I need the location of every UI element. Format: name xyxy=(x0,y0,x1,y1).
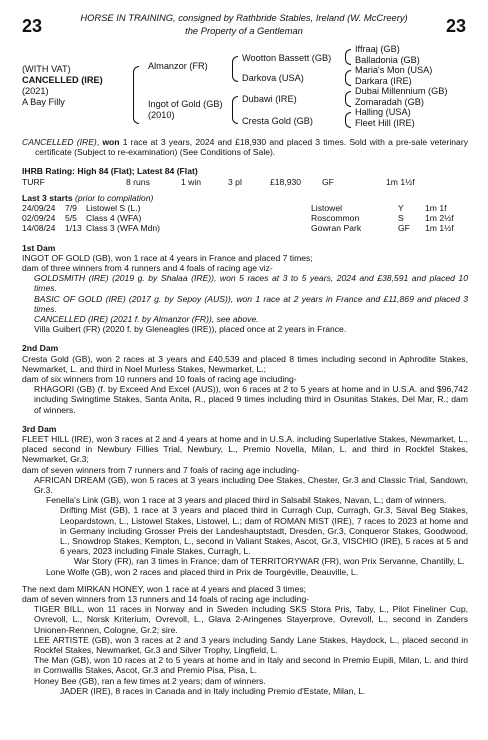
horse-name: CANCELLED (IRE) xyxy=(22,75,103,85)
run-date: 02/09/24 xyxy=(22,213,56,224)
grandsire-1: Wootton Bassett (GB) xyxy=(242,53,332,63)
ihrb-going: GF xyxy=(322,176,334,187)
last3-row xyxy=(22,223,468,233)
run-race: Listowel S (L.) xyxy=(86,203,141,213)
next-dam-progeny: TIGER BILL, won 11 races in Norway and in Sweden including SKS Stora Pris, Taby, L., Pilot Fineliner Cup, Ovrevoll, L., Norsk Kriterium, Ovrevoll, L., Glava 2-Aringenes Stayerprove, Ovrevoll, L., second in Zanders Unionen-Rennen, Cologne, Gr.2; sire. xyxy=(34,604,468,635)
next-dam-line2: dam of seven winners from 13 runners and 14 foals of racing age including- xyxy=(22,594,310,605)
last3-title xyxy=(22,193,468,203)
horse-year: (2021) xyxy=(22,86,49,96)
dam1-title: 1st Dam xyxy=(22,242,56,253)
ggg-7: Halling (USA) xyxy=(355,107,411,117)
dam2-line1: Cresta Gold (GB), won 2 races at 3 years and £40,539 and placed 8 times including second in Aphrodite Stakes, Newmarket, L. and third in Noel Murless Stakes, Newmarket, L.; xyxy=(22,353,468,374)
run-course: Roscommon xyxy=(311,213,360,224)
last3-row xyxy=(22,203,468,213)
pedigree-brace xyxy=(345,112,351,128)
pedigree-brace xyxy=(345,70,351,86)
ggg-2: Balladonia (GB) xyxy=(355,55,420,65)
dam3-progeny: Drifting Mist (GB), 1 race at 3 years and placed third in Curragh Cup, Curragh, Gr.3, Saval Beg Stakes, Leopardstown, L., Listowel Stakes, Listowel, L.; dam of ROMAN MIST (IRE), 7 races to 2023 at home and in Germany including Grosser Preis der Landeshauptstadt, Dresden, Gr.3, Conqueror Stakes, Goodwood, L., Snowdrop Stakes, Kempton, L., second in Valiant Stakes, Ascot, Gr.3, VISCHIO (IRE), 5 races at 5 and 6 years, 2023 including Finale Stakes, Curragh, L. xyxy=(60,505,468,557)
consignor-line: HORSE IN TRAINING, consigned by Rathbride Stables, Ireland (W. McCreery) xyxy=(80,12,408,23)
last3-note: (prior to compilation) xyxy=(75,192,154,203)
next-dam-progeny: JADER (IRE), 8 races in Canada and in Italy including Premio d'Estate, Milan, L. xyxy=(60,685,366,696)
next-dam-progeny: Honey Bee (GB), ran a few times at 2 years; dam of winners. xyxy=(34,675,266,686)
lot-number-left: 23 xyxy=(22,16,43,36)
run-position: 1/13 xyxy=(65,223,82,234)
ggg-3: Maria's Mon (USA) xyxy=(355,65,433,75)
dam3-progeny: AFRICAN DREAM (GB), won 5 races at 3 years including Dee Stakes, Chester, Gr.3 and Classic Trial, Sandown, Gr.3. xyxy=(34,474,468,496)
run-distance: 1m 1½f xyxy=(425,223,454,234)
run-date: 14/08/24 xyxy=(22,223,56,234)
grandsire-2: Dubawi (IRE) xyxy=(242,94,297,104)
dam1-progeny-3: CANCELLED (IRE) (2021 f. by Almanzor (FR)), see above. xyxy=(34,313,259,324)
pedigree-brace xyxy=(232,56,238,82)
dam1-line2: dam of three winners from 4 runners and 4 foals of racing age viz- xyxy=(22,262,273,273)
granddam-1: Darkova (USA) xyxy=(242,73,304,83)
dam-year: (2010) xyxy=(148,110,175,120)
dam3-line2: dam of seven winners from 7 runners and 7 foals of racing age including- xyxy=(22,464,300,475)
dam3-progeny: Fenella's Link (GB), won 1 race at 3 years and placed third in Salsabil Stakes, Navan, L.; dam of winners. xyxy=(46,495,447,506)
dam1-progeny: Villa Guibert (FR) (2020 f. by Gleneagles (IRE)), placed once at 2 years in France. xyxy=(34,324,347,335)
property-line: the Property of a Gentleman xyxy=(185,25,303,36)
dam2-line2: dam of six winners from 10 runners and 10 foals of racing age including- xyxy=(22,374,297,384)
horse-name-italic: CANCELLED (IRE) xyxy=(22,137,97,147)
run-going: GF xyxy=(398,223,410,234)
pedigree-brace xyxy=(133,66,139,124)
dam2-title: 2nd Dam xyxy=(22,343,59,354)
ggg-6: Zomaradah (GB) xyxy=(355,97,424,107)
dam1-progeny xyxy=(22,314,468,324)
won-word: won xyxy=(102,137,120,147)
horse-description: A Bay Filly xyxy=(22,97,65,107)
intro-paragraph: CANCELLED (IRE), won 1 race at 3 years, 2024 and £18,930 and placed 3 times. Sold with a pre-sale veterinary certificate (Subject to re-examination) (See Conditions of Sale). xyxy=(22,137,468,158)
next-dam-progeny: The Man (GB), won 10 races at 2 to 5 years at home and in Italy and second in Premio Eupili, Milan, L. and third in Cornwallis Stakes, Ascot, Gr.3 and Premio Pisa, Pisa, L. xyxy=(34,655,468,676)
run-distance: 1m 2½f xyxy=(425,213,454,224)
dam1-progeny xyxy=(22,294,468,314)
ihrb-runs: 8 runs xyxy=(126,176,150,187)
last3-title-text: Last 3 starts xyxy=(22,192,73,203)
run-race: Class 3 (WFA Mdn) xyxy=(86,223,161,234)
ggg-5: Dubai Millennium (GB) xyxy=(355,86,448,96)
vat-label: (WITH VAT) xyxy=(22,64,71,74)
next-dam-progeny: LEE ARTISTE (GB), won 3 races at 2 and 3 years including Sandy Lane Stakes, Haydock, L., placed second in Rockfel Stakes, Newmarket, Gr.3 and Silver Trophy, Lingfield, L. xyxy=(34,634,468,656)
run-position: 5/5 xyxy=(65,213,77,224)
dam1-progeny-1: GOLDSMITH (IRE) (2019 g. by Shalaa (IRE)), won 5 races at 3 to 5 years, 2024 and £38,591 and placed 10 times. xyxy=(34,273,468,294)
dam3-title: 3rd Dam xyxy=(22,423,57,434)
next-dam-line1: The next dam MIRKAN HONEY, won 1 race at 4 years and placed 3 times; xyxy=(22,583,307,594)
granddam-2: Cresta Gold (GB) xyxy=(242,116,313,126)
run-date: 24/09/24 xyxy=(22,203,56,213)
pedigree-brace xyxy=(345,91,351,107)
ihrb-wins: 1 win xyxy=(181,176,202,187)
dam2-progeny: RHAGORI (GB) (f. by Exceed And Excel (AUS)), won 6 races at 2 to 5 years at home and in U.S.A. and $96,742 including Swingtime Stakes, Santa Anita, R., placed 9 times including third in Osunitas Stakes, Del Mar, R.; dam of winners. xyxy=(34,384,468,415)
dam: Ingot of Gold (GB) xyxy=(148,99,223,109)
dam1-line1: INGOT OF GOLD (GB), won 1 race at 4 years in France and placed 7 times; xyxy=(22,252,313,263)
pedigree-brace xyxy=(232,96,238,124)
ihrb-row xyxy=(22,177,468,187)
pedigree-brace xyxy=(345,49,351,65)
ggg-1: Iffraaj (GB) xyxy=(355,44,400,54)
ggg-8: Fleet Hill (IRE) xyxy=(355,118,415,128)
ihrb-placed: 3 pl xyxy=(228,176,242,187)
dam3-progeny: War Story (FR), ran 3 times in France; dam of TERRITORYWAR (FR), won Prix Servanne, Chantilly, L. xyxy=(74,556,465,567)
dam3-line1: FLEET HILL (IRE), won 3 races at 2 and 4 years at home and in U.S.A. including Superlative Stakes, Newmarket, L., placed second in Newbury Fillies Trial, Newbury, L., Premio Novella, Milan, L. and third in Rockfel Stakes, Newmarket, Gr.3; xyxy=(22,434,468,465)
dam3-progeny: Lone Wolfe (GB), won 2 races and placed third in Prix de Tourgéville, Deauville, L. xyxy=(46,566,359,577)
run-distance: 1m 1f xyxy=(425,203,447,213)
ihrb-earnings: £18,930 xyxy=(270,176,302,187)
run-position: 7/9 xyxy=(65,203,77,213)
run-going: Y xyxy=(398,203,404,213)
run-course: Gowran Park xyxy=(311,223,362,234)
run-course: Listowel xyxy=(311,203,343,213)
run-race: Class 4 (WFA) xyxy=(86,213,142,224)
ihrb-surface: TURF xyxy=(22,176,45,187)
run-going: S xyxy=(398,213,404,224)
ggg-4: Darkara (IRE) xyxy=(355,76,412,86)
ihrb-title: IHRB Rating: High 84 (Flat); Latest 84 (Flat) xyxy=(22,166,198,177)
intro-text: 1 race at 3 years, 2024 and £18,930 and placed 3 times. Sold with a pre-sale veterinary certificate (Subject to re-examination) (See Conditions of Sale). xyxy=(35,137,468,158)
dam1-progeny-2: BASIC OF GOLD (IRE) (2017 g. by Sepoy (AUS)), won 1 race at 2 years in France and £11,869 and placed 3 times. xyxy=(34,293,468,314)
dam1-progeny xyxy=(22,273,468,293)
ihrb-distance: 1m 1½f xyxy=(386,176,415,187)
sire: Almanzor (FR) xyxy=(148,61,208,71)
lot-number-right: 23 xyxy=(445,16,466,36)
catalogue-body xyxy=(22,137,468,696)
last3-row xyxy=(22,213,468,223)
